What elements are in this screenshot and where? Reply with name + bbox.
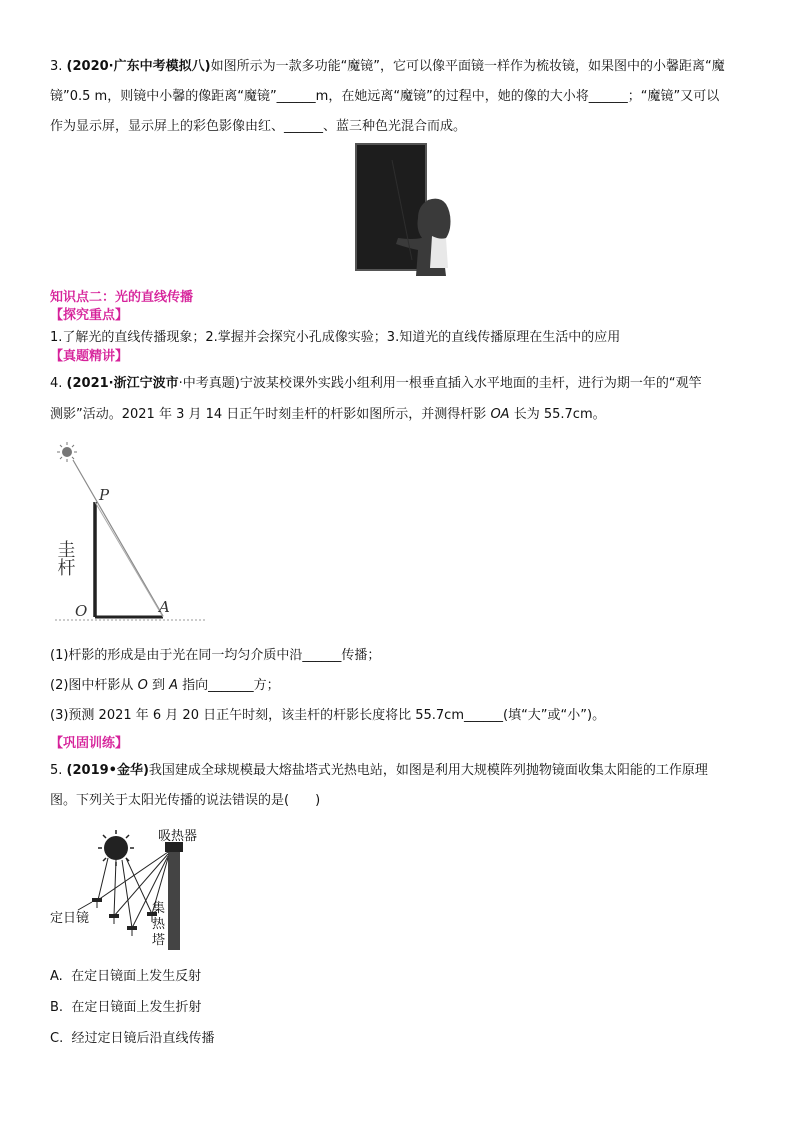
solar-tower-figure — [48, 828, 218, 953]
option-b-text: 在定日镜面上发生折射 — [71, 1000, 202, 1015]
q4-var-oa: OA — [490, 407, 510, 422]
label-a: A — [159, 598, 170, 616]
gnomon-figure — [55, 440, 205, 630]
q5-option-c[interactable] — [50, 1028, 215, 1050]
label-tower-3: 塔 — [152, 933, 166, 948]
section-title-light-straight: 知识点二：光的直线传播 — [50, 290, 194, 305]
option-c-text: 经过定日镜后沿直线传播 — [71, 1031, 215, 1046]
q4-sub-2-a: (2)图中杆影从 — [50, 678, 134, 693]
q4-source-city: 宁波市 — [139, 376, 179, 391]
practice-label: 【巩固训练】 — [50, 736, 129, 751]
q4-source-suffix: ·中考真题) — [178, 376, 240, 391]
q4-sub-1: (1)杆影的形成是由于光在同一均匀介质中沿______传播； — [50, 648, 381, 663]
collector-tower — [168, 850, 180, 950]
q3-line-3: 作为显示屏，显示屏上的彩色影像由红、______、蓝三种色光混合而成。 — [50, 119, 467, 134]
q4-line-1 — [50, 373, 702, 395]
q5-option-a[interactable] — [50, 966, 201, 988]
lecture-label: 【真题精讲】 — [50, 349, 129, 364]
q5-source: (2019•金华) — [66, 763, 149, 778]
q4-sub-2-b: 到 — [151, 678, 165, 693]
q5-line-1 — [50, 760, 708, 782]
q4-sub-2-a2: A — [169, 678, 178, 693]
q4-sub-3: (3)预测 2021 年 6 月 20 日正午时刻，该圭杆的杆影长度将比 55.7cm______(填“大”或“小”)。 — [50, 708, 606, 723]
q3-text-1: 如图所示为一款多功能“魔镜”，它可以像平面镜一样作为梳妆镜，如果图中的小馨距离“魔 — [210, 59, 725, 74]
q3-number: 3. — [50, 59, 63, 74]
label-o: O — [75, 602, 88, 620]
q3-source: (2020·广东中考模拟八) — [66, 59, 211, 74]
pole-top-to-a — [95, 502, 163, 617]
q4-line-2 — [50, 404, 606, 426]
sun-ray-line — [73, 460, 163, 616]
label-tower-1: 集 — [152, 901, 166, 916]
option-a-label: A. — [50, 969, 63, 984]
q4-number: 4. — [50, 376, 63, 391]
sun-icon — [62, 447, 72, 457]
label-absorber: 吸热器 — [158, 829, 198, 844]
magic-mirror-figure — [352, 140, 462, 280]
q4-text-2-end: 长为 55.7cm。 — [513, 407, 606, 422]
q5-option-b[interactable] — [50, 997, 201, 1019]
heliostat-pointer — [78, 902, 92, 910]
focus-text: 1.了解光的直线传播现象；2.掌握并会探究小孔成像实验；3.知道光的直线传播原理在生活中的应用 — [50, 330, 621, 345]
option-b-label: B. — [50, 1000, 64, 1015]
q5-number: 5. — [50, 763, 63, 778]
label-heliostat: 定日镜 — [50, 911, 90, 926]
option-a-text: 在定日镜面上发生反射 — [71, 969, 202, 984]
q3-line-2: 镜”0.5 m，则镜中小馨的像距离“魔镜”______m，在她远离“魔镜”的过程中，她的像的大小将______；“魔镜”又可以 — [50, 89, 720, 104]
focus-label: 【探究重点】 — [50, 308, 129, 323]
q4-sub-2 — [50, 675, 280, 697]
q4-source-prefix: (2021·浙江 — [66, 376, 140, 391]
label-tower-2: 热 — [152, 917, 166, 932]
q5-line-2: 图。下列关于太阳光传播的说法错误的是( ) — [50, 793, 321, 808]
q4-sub-2-c: 指向_______方； — [182, 678, 280, 693]
label-p: P — [99, 486, 110, 504]
option-c-label: C. — [50, 1031, 64, 1046]
q5-text-1: 我国建成全球规模最大熔盐塔式光热电站，如图是利用大规模阵列抛物镜面收集太阳能的工作原理 — [148, 763, 708, 778]
label-pole: 圭杆 — [55, 540, 76, 576]
q3-line-1 — [50, 56, 725, 78]
sun-icon — [104, 836, 128, 860]
girl-shirt — [430, 236, 448, 268]
q4-text-1: 宁波某校课外实践小组利用一根垂直插入水平地面的圭杆，进行为期一年的“观竿 — [239, 376, 702, 391]
mirror-panel — [356, 144, 426, 270]
q4-text-2: 测影”活动。2021 年 3 月 14 日正午时刻圭杆的杆影如图所示，并测得杆影 — [50, 407, 487, 422]
q4-sub-2-o: O — [137, 678, 148, 693]
